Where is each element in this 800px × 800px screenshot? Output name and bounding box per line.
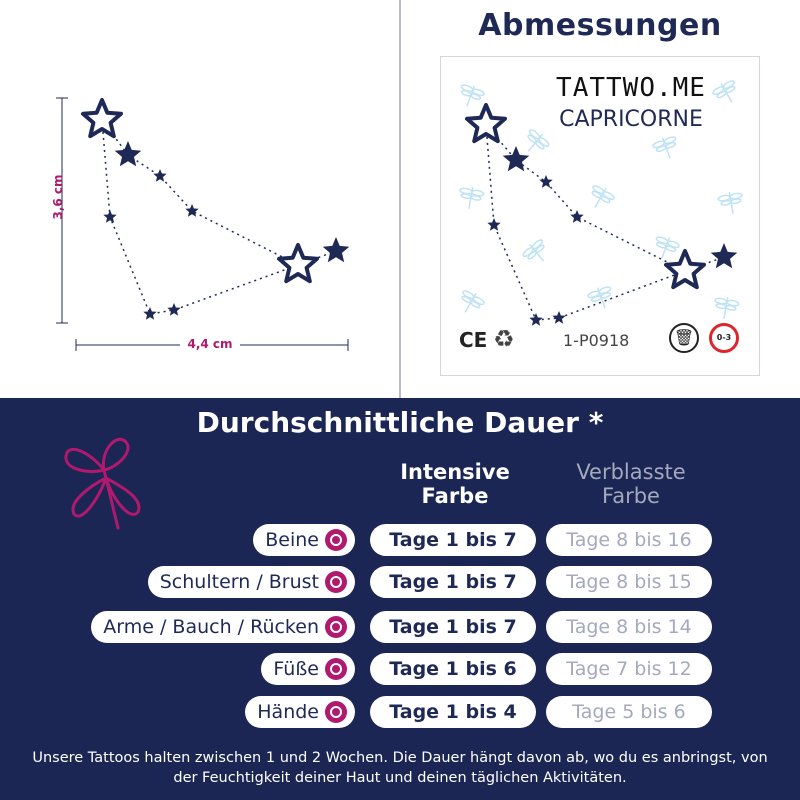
duration-title: Durchschnittliche Dauer * xyxy=(196,406,604,439)
trash-bin-icon: 🗑 xyxy=(669,323,699,353)
dragonfly-watermark-icon xyxy=(651,233,681,262)
body-region-pill xyxy=(261,653,355,685)
dragonfly-watermark-icon xyxy=(457,185,484,211)
body-region-pill xyxy=(148,566,355,598)
intensive-duration: Tage 1 bis 7 xyxy=(370,611,536,643)
footnote: Unsere Tattoos halten zwischen 1 und 2 Wochen. Die Dauer hängt davon ab, wo du es anbringst, von der Feuchtigkeit deiner Haut und deinen täglichen Aktivitäten. xyxy=(32,750,768,786)
brand-name: TATTWO.ME xyxy=(556,73,706,103)
star-icon xyxy=(487,218,500,231)
age-warning-icon: 0-3 xyxy=(709,323,739,353)
dragonfly-watermark-icon xyxy=(712,295,739,321)
star-icon xyxy=(529,313,542,326)
star-icon xyxy=(503,146,530,171)
dragonfly-watermark-icon xyxy=(585,182,617,213)
dragonfly-watermark-icon xyxy=(651,133,681,162)
tattoo-sheet-card xyxy=(440,56,760,376)
star-icon xyxy=(185,204,198,217)
dragonfly-watermark-icon xyxy=(455,287,487,318)
intensive-color-header: Intensive Farbe xyxy=(400,460,510,508)
body-region-pill xyxy=(91,611,355,643)
star-icon xyxy=(143,307,156,320)
width-label: 4,4 cm xyxy=(180,337,240,351)
dragonfly-watermark-icon xyxy=(717,190,744,216)
star-icon xyxy=(666,251,704,287)
body-region-label: Beine xyxy=(265,529,319,551)
body-region-label: Arme / Bauch / Rücken xyxy=(103,616,319,638)
top-section xyxy=(0,0,800,398)
star-icon xyxy=(115,141,142,166)
clock-icon xyxy=(325,571,347,593)
star-icon xyxy=(323,237,350,262)
body-region-label: Schultern / Brust xyxy=(159,571,319,593)
faded-duration: Tage 8 bis 15 xyxy=(546,566,712,598)
star-icon xyxy=(83,100,121,136)
duration-row xyxy=(0,611,800,645)
duration-row xyxy=(0,653,800,687)
star-icon xyxy=(153,169,166,182)
star-icon xyxy=(539,175,552,188)
height-label: 3,6 cm xyxy=(51,174,65,220)
body-region-pill xyxy=(245,696,355,728)
tattoo-name: CAPRICORNE xyxy=(559,107,703,132)
faded-color-header: Verblasste Farbe xyxy=(576,460,686,508)
faded-duration: Tage 8 bis 14 xyxy=(546,611,712,643)
faded-duration: Tage 5 bis 6 xyxy=(546,696,712,728)
body-region-label: Füße xyxy=(273,658,319,680)
intensive-duration: Tage 1 bis 7 xyxy=(370,524,536,556)
dimensions-title: Abmessungen xyxy=(478,8,722,43)
intensive-duration: Tage 1 bis 6 xyxy=(370,653,536,685)
vertical-divider xyxy=(399,0,401,398)
recycle-icon: ♻ xyxy=(493,325,515,353)
clock-icon xyxy=(325,529,347,551)
ce-mark: CE xyxy=(459,328,488,352)
clock-icon xyxy=(325,616,347,638)
intensive-duration: Tage 1 bis 4 xyxy=(370,696,536,728)
product-code: 1-P0918 xyxy=(563,331,630,350)
star-icon xyxy=(711,243,738,268)
body-region-label: Hände xyxy=(257,701,319,723)
faded-duration: Tage 8 bis 16 xyxy=(546,524,712,556)
star-icon xyxy=(279,245,317,281)
star-icon xyxy=(167,303,180,316)
duration-row xyxy=(0,566,800,600)
duration-row xyxy=(0,696,800,730)
clock-icon xyxy=(325,658,347,680)
faded-duration: Tage 7 bis 12 xyxy=(546,653,712,685)
star-icon xyxy=(552,311,565,324)
dragonfly-watermark-icon xyxy=(520,237,553,269)
body-region-pill xyxy=(253,524,355,556)
star-icon xyxy=(570,210,583,223)
clock-icon xyxy=(325,701,347,723)
duration-row xyxy=(0,524,800,558)
duration-section xyxy=(0,398,800,800)
star-icon xyxy=(103,210,116,223)
intensive-duration: Tage 1 bis 7 xyxy=(370,566,536,598)
